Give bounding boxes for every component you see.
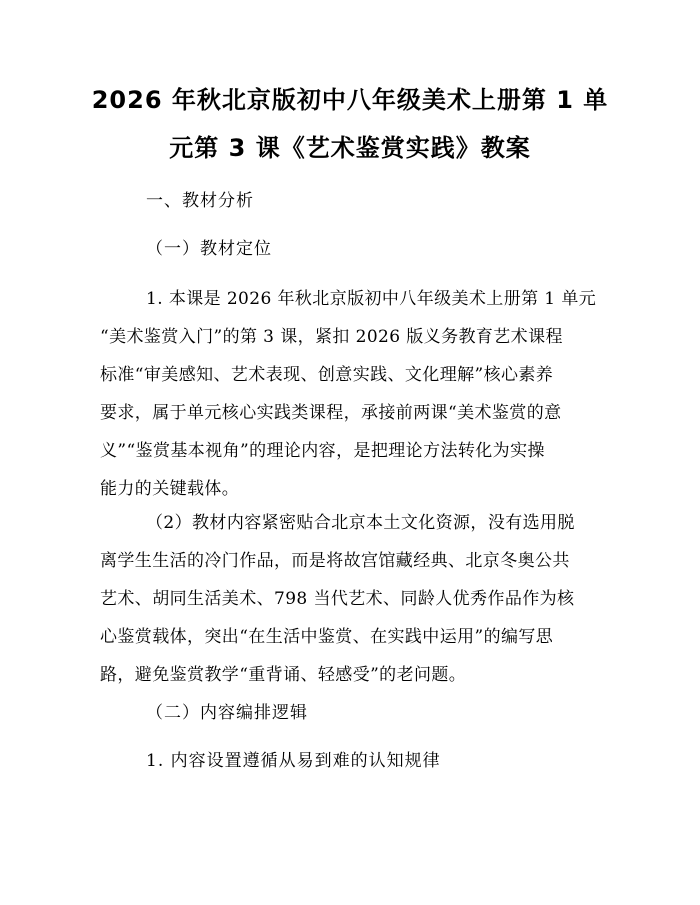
subsection-heading-content-arrangement: （二）内容编排逻辑 [146,703,308,723]
paragraph-textbook-positioning [100,288,605,516]
document-title-line-2: 元第 3 课《艺术鉴赏实践》教案 [169,134,531,162]
paragraph-line: 心鉴赏载体，突出“在生活中鉴赏、在实践中运用”的编写思 [100,627,554,647]
subsection-heading-textbook-positioning: （一）教材定位 [146,239,272,259]
paragraph-line: 能力的关键载体。 [100,479,240,499]
paragraph-line: 标准“审美感知、艺术表现、创意实践、文化理解”核心素养 [100,365,554,385]
paragraph-line: 义”“鉴赏基本视角”的理论内容，是把理论方法转化为实操 [100,441,545,461]
paragraph-line: 1. 本课是 2026 年秋北京版初中八年级美术上册第 1 单元 [146,289,597,309]
paragraph-line: （2）教材内容紧密贴合北京本土文化资源，没有选用脱 [146,513,575,533]
document-title-line-1: 2026 年秋北京版初中八年级美术上册第 1 单 [91,86,609,114]
paragraph-line: 路，避免鉴赏教学“重背诵、轻感受”的老问题。 [100,665,467,685]
paragraph-line: 艺术、胡同生活美术、798 当代艺术、同龄人优秀作品作为核 [100,589,575,609]
paragraph-line: 要求，属于单元核心实践类课程，承接前两课“美术鉴赏的意 [100,403,562,423]
list-item-heading-cognitive-order: 1. 内容设置遵循从易到难的认知规律 [146,751,441,771]
paragraph-local-resources [100,512,605,702]
paragraph-line: “美术鉴赏入门”的第 3 课，紧扣 2026 版义务教育艺术课程 [100,327,563,347]
section-heading-textbook-analysis: 一、教材分析 [146,191,254,211]
paragraph-line: 离学生生活的冷门作品，而是将故宫馆藏经典、北京冬奥公共 [100,551,570,571]
